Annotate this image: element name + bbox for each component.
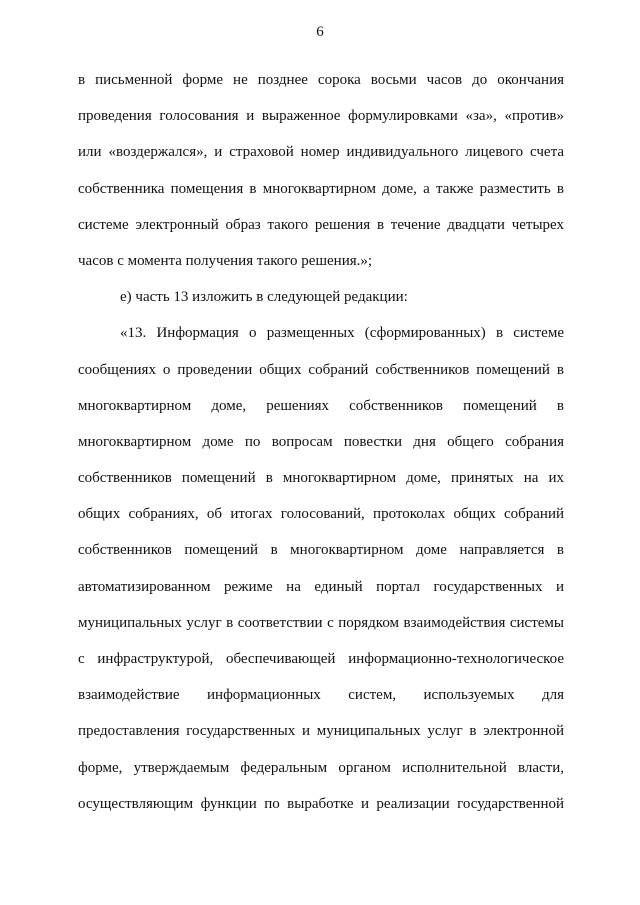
text-line: е) часть 13 изложить в следующей редакции: [120, 289, 408, 306]
page-number: 6 [316, 24, 324, 40]
text-line: осуществляющим функции по выработке и реализации государственной [78, 795, 564, 812]
document-body [78, 70, 564, 830]
text-line: проведения голосования и выраженное формулировками «за», «против» [78, 108, 564, 125]
text-line: взаимодействие информационных систем, используемых для [78, 687, 564, 704]
text-line: многоквартирном доме, решениях собственников помещений в [78, 397, 564, 414]
text-line: общих собраниях, об итогах голосований, протоколах общих собраний [78, 506, 564, 523]
text-line: автоматизированном режиме на единый портал государственных и [78, 578, 564, 595]
text-line: или «воздержался», и страховой номер индивидуального лицевого счета [78, 144, 564, 161]
text-line: форме, утверждаемым федеральным органом исполнительной власти, [78, 759, 564, 776]
text-line: с инфраструктурой, обеспечивающей информационно-технологическое [78, 651, 564, 667]
text-line: предоставления государственных и муниципальных услуг в электронной [78, 723, 564, 740]
text-line: собственников помещений в многоквартирном доме, принятых на их [78, 470, 564, 487]
text-line: системе электронный образ такого решения в течение двадцати четырех [78, 216, 564, 233]
text-line: в письменной форме не позднее сорока восьми часов до окончания [78, 72, 564, 88]
text-line: «13. Информация о размещенных (сформированных) в системе [120, 325, 564, 342]
text-line: собственников помещений в многоквартирном доме направляется в [78, 542, 564, 559]
text-line: часов с момента получения такого решения.»; [78, 252, 373, 269]
text-line: собственника помещения в многоквартирном доме, а также разместить в [78, 180, 564, 197]
text-line: сообщениях о проведении общих собраний собственников помещений в [78, 361, 564, 378]
text-line: многоквартирном доме по вопросам повестки дня общего собрания [78, 433, 564, 450]
text-line: муниципальных услуг в соответствии с порядком взаимодействия системы [78, 614, 564, 631]
